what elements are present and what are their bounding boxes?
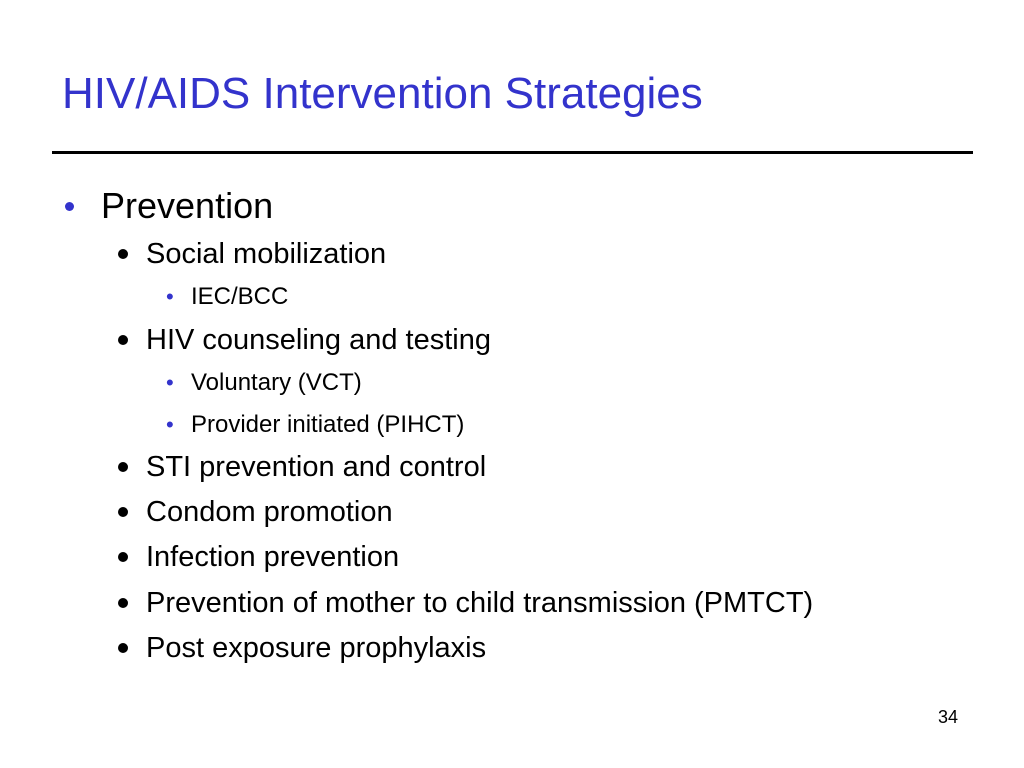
outline-iec-bcc: IEC/BCC — [191, 283, 289, 310]
title-divider — [52, 151, 973, 154]
outline-sti-prevention: STI prevention and control — [146, 451, 487, 483]
outline-social-mobilization: Social mobilization — [146, 238, 387, 270]
outline-infection-prevention: Infection prevention — [146, 541, 400, 573]
bullet-dot-icon — [118, 335, 128, 345]
bullet-dot-icon: • — [166, 284, 174, 309]
bullet-dot-icon — [118, 462, 128, 472]
bullet-dot-icon — [65, 202, 74, 211]
outline-hiv-counseling-testing: HIV counseling and testing — [146, 324, 491, 356]
page-number: 34 — [938, 707, 959, 727]
outline-level1-prevention: Prevention — [101, 185, 274, 226]
bullet-dot-icon: • — [166, 412, 174, 437]
bullet-dot-icon — [118, 598, 128, 608]
outline-condom-promotion: Condom promotion — [146, 496, 393, 528]
outline-voluntary-vct: Voluntary (VCT) — [191, 369, 362, 396]
outline-provider-initiated: Provider initiated (PIHCT) — [191, 411, 465, 438]
bullet-dot-icon — [118, 249, 128, 259]
outline-pmtct: Prevention of mother to child transmission (PMTCT) — [146, 587, 814, 619]
bullet-dot-icon: • — [166, 370, 174, 395]
bullet-dot-icon — [118, 507, 128, 517]
bullet-dot-icon — [118, 643, 128, 653]
outline-post-exposure: Post exposure prophylaxis — [146, 632, 487, 664]
bullet-dot-icon — [118, 552, 128, 562]
slide-title: HIV/AIDS Intervention Strategies — [62, 69, 703, 118]
